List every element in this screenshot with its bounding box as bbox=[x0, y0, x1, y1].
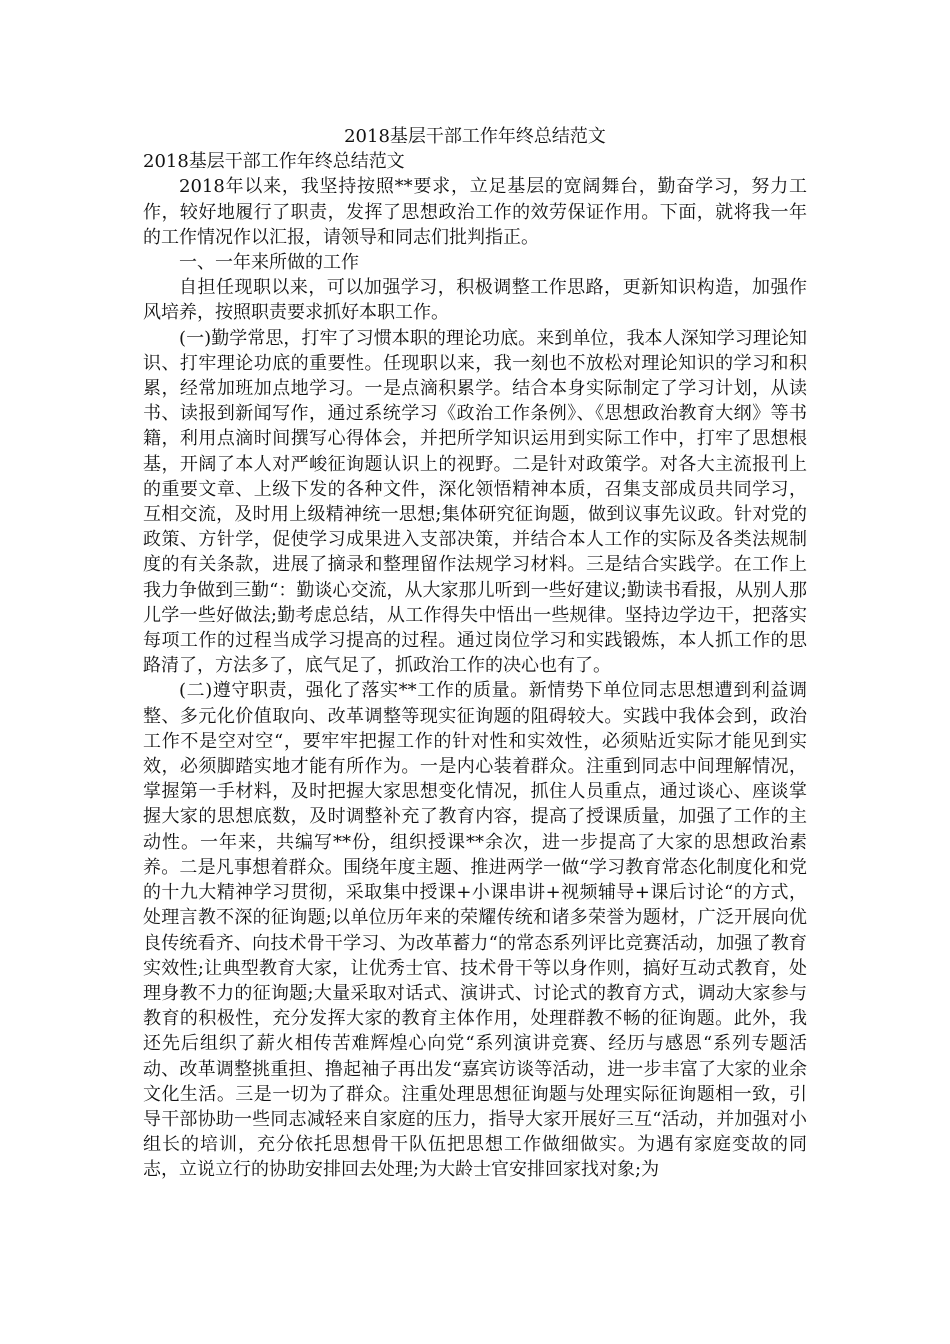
part-one-paragraph: (一)勤学常思，打牢了习惯本职的理论功底。来到单位，我本人深知学习理论知识、打牢理论功底的重要性。任现职以来，我一刻也不放松对理论知识的学习和积累，经常加班加点地学习。一是点滴积累学。结合本身实际制定了学习计划，从读书、读报到新闻写作，通过系统学习《政治工作条例》、《思想政治教育大纲》等书籍，利用点滴时间撰写心得体会，并把所学知识运用到实际工作中，打牢了思想根基，开阔了本人对严峻征询题认识上的视野。二是针对政策学。对各大主流报刊上的重要文章、上级下发的各种文件，深化领悟精神本质，召集支部成员共同学习，互相交流，及时用上级精神统一思想;集体研究征询题，做到议事先议政。针对党的政策、方针学，促使学习成果进入支部决策，并结合本人工作的实际及各类法规制度的有关条款，进展了摘录和整理留作法规学习材料。三是结合实践学。在工作上我力争做到三勤“：勤谈心交流，从大家那儿听到一些好建议;勤读书看报，从别人那儿学一些好做法;勤考虑总结，从工作得失中悟出一些规律。坚持边学边干，把落实每项工作的过程当成学习提高的过程。通过岗位学习和实践锻炼，本人抓工作的思路清了，方法多了，底气足了，抓政治工作的决心也有了。 bbox=[143, 327, 807, 677]
section-heading: 一、一年来所做的工作 bbox=[179, 252, 359, 274]
section-intro-paragraph: 自担任现职以来，可以加强学习，积极调整工作思路，更新知识构造，加强作风培养，按照职责要求抓好本职工作。 bbox=[143, 277, 807, 324]
intro-paragraph: 2018年以来，我坚持按照**要求，立足基层的宽阔舞台，勤奋学习，努力工作，较好地履行了职责，发挥了思想政治工作的效劳保证作用。下面，就将我一年的工作情况作以汇报，请领导和同志们批判指正。 bbox=[143, 176, 807, 248]
document-page bbox=[143, 124, 807, 1183]
document-subtitle: 2018基层干部工作年终总结范文 bbox=[143, 151, 405, 173]
document-title: 2018基层干部工作年终总结范文 bbox=[344, 126, 606, 147]
part-two-paragraph: (二)遵守职责，强化了落实**工作的质量。新情势下单位同志思想遭到利益调整、多元化价值取向、改革调整等现实征询题的阻碍较大。实践中我体会到，政治工作不是空对空“，要牢牢把握工作的针对性和实效性，必须贴近实际才能见到实效，必须脚踏实地才能有所作为。一是内心装着群众。注重到同志中间理解情况，掌握第一手材料，及时把握大家思想变化情况，抓住人员重点，通过谈心、座谈掌握大家的思想底数，及时调整补充了教育内容，提高了授课质量，加强了工作的主动性。一年来，共编写**份，组织授课**余次，进一步提高了大家的思想政治素养。二是凡事想着群众。围绕年度主题、推进两学一做“学习教育常态化制度化和党的十九大精神学习贯彻，采取集中授课+小课串讲+视频辅导+课后讨论“的方式，处理言教不深的征询题;以单位历年来的荣耀传统和诸多荣誉为题材，广泛开展向优良传统看齐、向技术骨干学习、为改革蓄力“的常态系列评比竞赛活动，加强了教育实效性;让典型教育大家，让优秀士官、技术骨干等以身作则，搞好互动式教育，处理身教不力的征询题;大量采取对话式、演讲式、讨论式的教育方式，调动大家参与教育的积极性，充分发挥大家的教育主体作用，处理群教不畅的征询题。此外，我还先后组织了薪火相传苦难辉煌心向党“系列演讲竞赛、经历与感恩“系列专题活动、改革调整挑重担、撸起袖子再出发“嘉宾访谈等活动，进一步丰富了大家的业余文化生活。三是一切为了群众。注重处理思想征询题与处理实际征询题相一致，引导干部协助一些同志减轻来自家庭的压力，指导大家开展好三互“活动，并加强对小组长的培训，充分依托思想骨干队伍把思想工作做细做实。为遇有家庭变故的同志，立说立行的协助安排回去处理;为大龄士官安排回家找对象;为 bbox=[143, 680, 807, 1181]
